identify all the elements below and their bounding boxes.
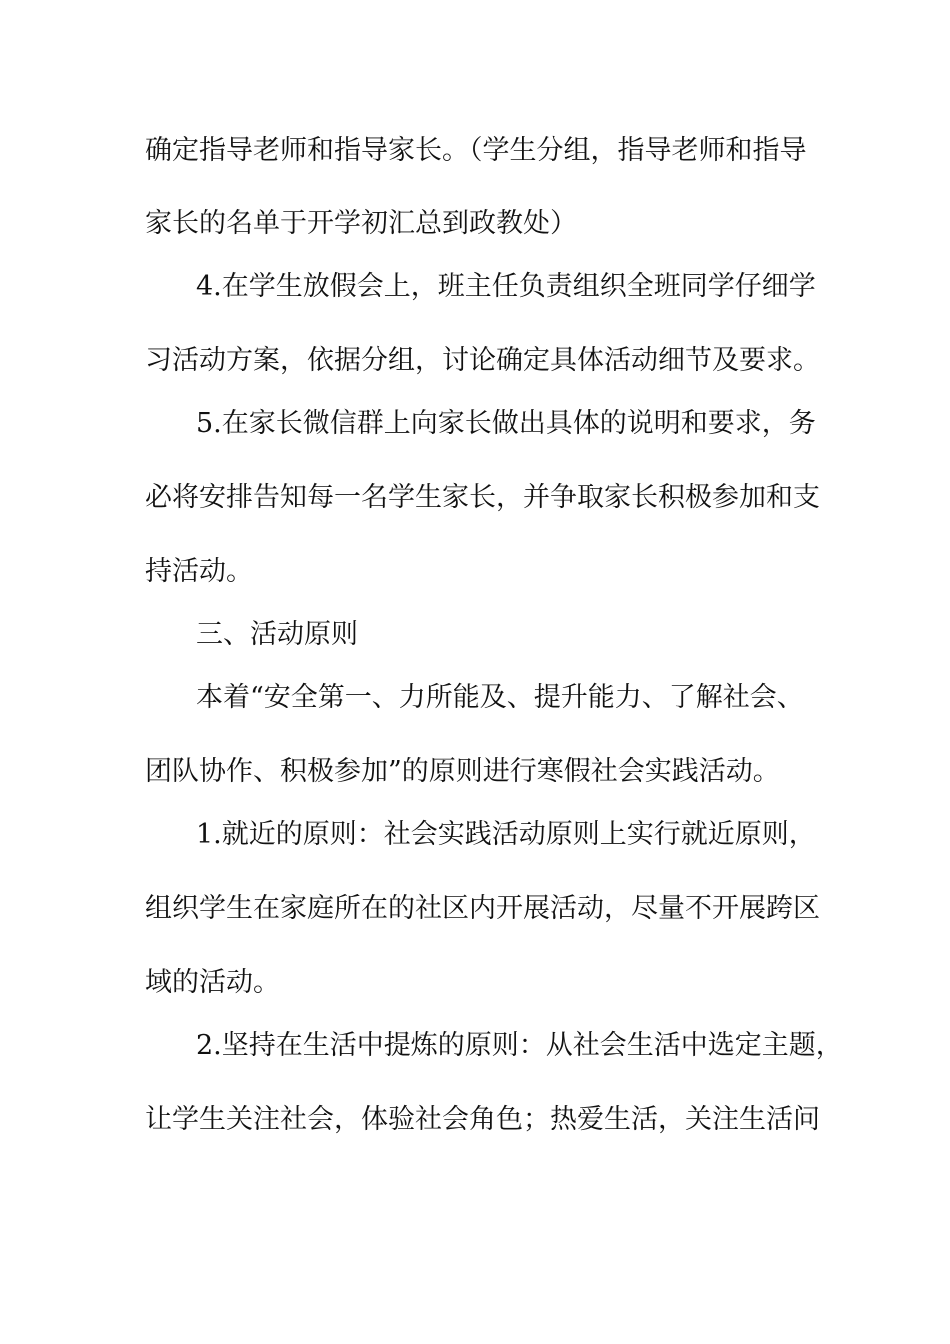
body-text-line: 团队协作、积极参加”的原则进行寒假社会实践活动。	[145, 756, 780, 787]
body-text-line: 域的活动。	[145, 967, 280, 998]
body-text-line: 必将安排告知每一名学生家长，并争取家长积极参加和支	[145, 482, 820, 513]
body-text-line: 本着“安全第一、力所能及、提升能力、了解社会、	[196, 682, 804, 713]
body-text-line: 家长的名单于开学初汇总到政教处）	[145, 208, 577, 239]
list-item-1: 1.就近的原则：社会实践活动原则上实行就近原则，	[196, 819, 816, 850]
body-text-line: 组织学生在家庭所在的社区内开展活动，尽量不开展跨区	[145, 893, 820, 924]
body-text-line: 习活动方案，依据分组，讨论确定具体活动细节及要求。	[145, 345, 820, 376]
list-item-5: 5.在家长微信群上向家长做出具体的说明和要求，务	[196, 408, 816, 439]
list-item-4: 4.在学生放假会上，班主任负责组织全班同学仔细学	[196, 271, 816, 302]
body-text-line: 让学生关注社会，体验社会角色；热爱生活，关注生活问	[145, 1104, 820, 1135]
section-heading: 三、活动原则	[196, 619, 358, 650]
body-text-line: 确定指导老师和指导家长。（学生分组，指导老师和指导	[145, 135, 807, 166]
list-item-2: 2.坚持在生活中提炼的原则：从社会生活中选定主题，	[196, 1030, 843, 1061]
body-text-line: 持活动。	[145, 556, 253, 587]
